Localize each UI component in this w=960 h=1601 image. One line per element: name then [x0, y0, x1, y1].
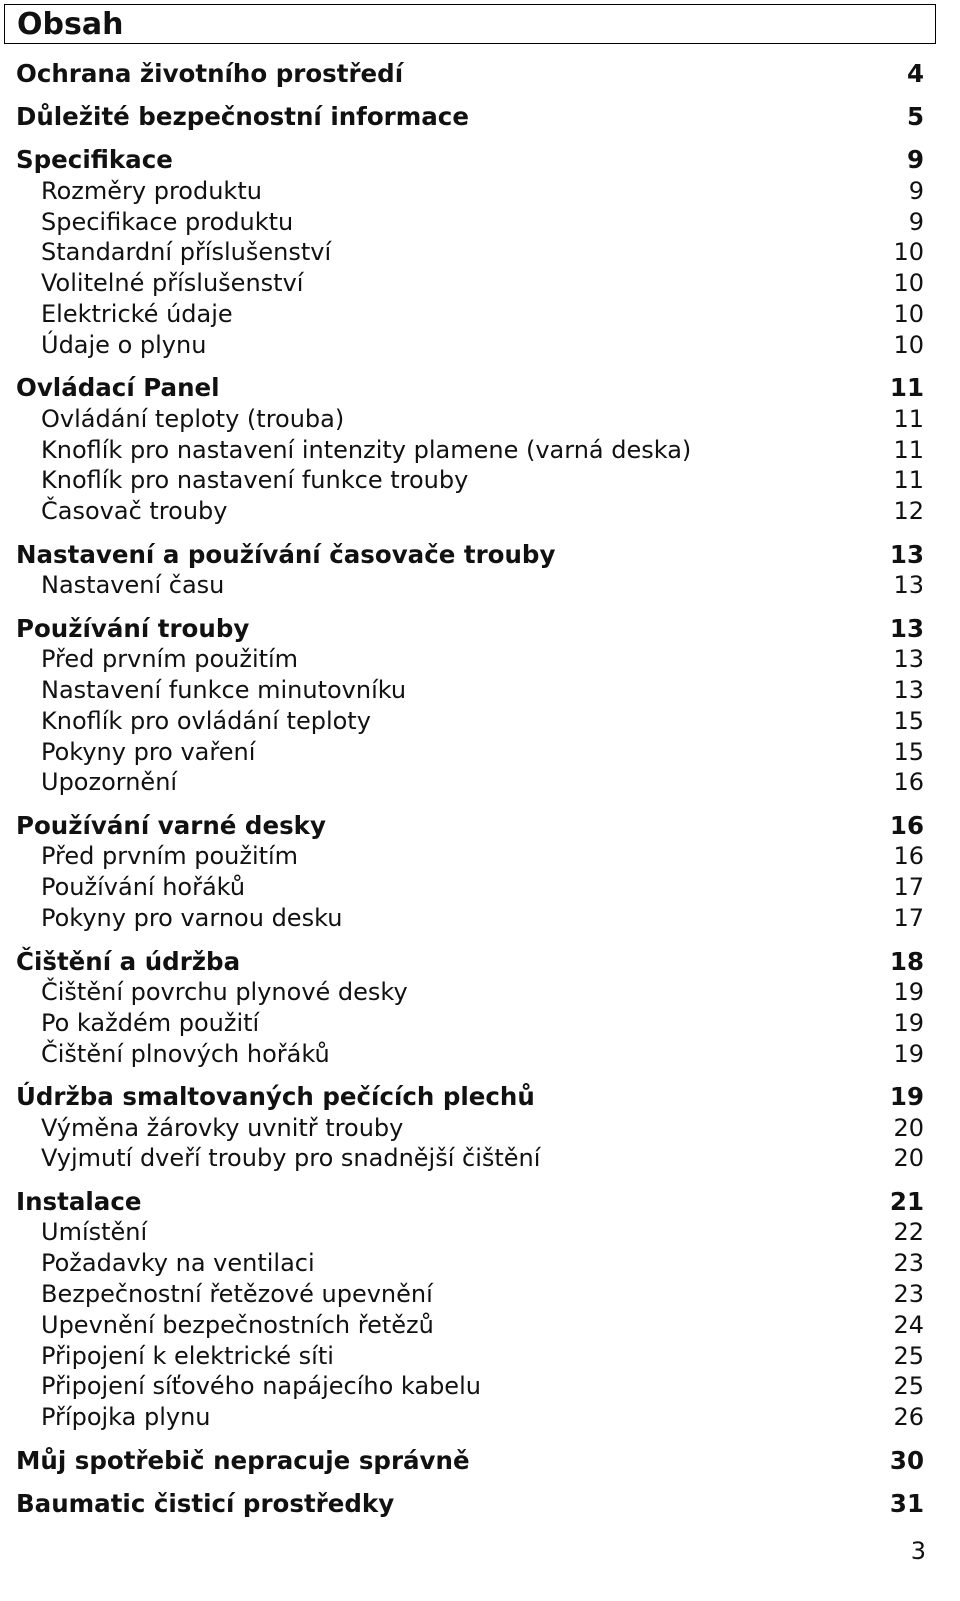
toc-subsection[interactable]: [16, 1371, 924, 1402]
toc-subsection[interactable]: [16, 736, 924, 767]
toc-subsection[interactable]: [16, 496, 924, 527]
toc-entry-label: Umístění: [41, 1218, 148, 1247]
toc-subsection[interactable]: [16, 268, 924, 299]
toc-entry-page: 19: [893, 977, 924, 1006]
toc-entry-page: 19: [893, 1039, 924, 1068]
toc-entry-label: Vyjmutí dveří trouby pro snadnější čištění: [41, 1144, 541, 1173]
toc-subsection[interactable]: [16, 329, 924, 360]
toc-subsection[interactable]: [16, 902, 924, 933]
toc-entry-label: Ochrana životního prostředí: [16, 59, 404, 88]
toc-entry-page: 23: [893, 1249, 924, 1278]
toc-entry-label: Přípojka plynu: [41, 1403, 211, 1432]
toc-subsection[interactable]: [16, 403, 924, 434]
toc-entry-label: Bezpečnostní řetězové upevnění: [41, 1279, 433, 1308]
toc-entry-page: 10: [893, 299, 924, 328]
toc-subsection[interactable]: [16, 175, 924, 206]
toc-subsection[interactable]: [16, 1038, 924, 1069]
toc-entry-label: Specifikace: [16, 145, 173, 175]
toc-subsection[interactable]: [16, 237, 924, 268]
toc-entry-page: 26: [893, 1403, 924, 1432]
toc-entry-label: Nastavení času: [41, 571, 225, 600]
toc-entry-page: 10: [893, 330, 924, 359]
toc-subsection[interactable]: [16, 872, 924, 903]
toc-entry-page: 11: [893, 466, 924, 495]
toc-entry-page: 25: [893, 1372, 924, 1401]
toc-section[interactable]: [16, 613, 924, 644]
toc-subsection[interactable]: [16, 674, 924, 705]
toc-subsection[interactable]: [16, 570, 924, 601]
toc-entry-page: 11: [893, 435, 924, 464]
toc-entry-label: Údržba smaltovaných pečících plechů: [16, 1082, 535, 1112]
toc-entry-page: 13: [889, 613, 924, 643]
toc-entry-page: 16: [893, 768, 924, 797]
toc-entry-label: Volitelné příslušenství: [41, 269, 304, 298]
toc-entry-label: Používání varné desky: [16, 811, 326, 840]
toc-entry-page: 16: [893, 842, 924, 871]
toc-entry-page: 23: [893, 1279, 924, 1308]
toc-entry-label: Baumatic čisticí prostředky: [16, 1489, 395, 1518]
toc-entry-page: 31: [889, 1489, 924, 1518]
toc-entry-label: Požadavky na ventilaci: [41, 1249, 315, 1278]
toc-subsection[interactable]: [16, 1402, 924, 1433]
toc-entry-label: Upevnění bezpečnostních řetězů: [41, 1310, 434, 1339]
toc-subsection[interactable]: [16, 1340, 924, 1371]
toc-subsection[interactable]: [16, 1217, 924, 1248]
toc-entry-page: 13: [893, 571, 924, 600]
page-number: 3: [910, 1537, 926, 1565]
toc-entry-label: Knoflík pro nastavení funkce trouby: [41, 466, 469, 495]
toc-entry-label: Elektrické údaje: [41, 299, 233, 328]
toc-subsection[interactable]: [16, 1278, 924, 1309]
toc-entry-page: 4: [906, 59, 924, 88]
toc-subsection[interactable]: [16, 1112, 924, 1143]
toc-entry-page: 17: [893, 873, 924, 902]
toc-entry-label: Rozměry produktu: [41, 176, 262, 205]
toc-subsection[interactable]: [16, 298, 924, 329]
toc-entry-page: 13: [893, 675, 924, 704]
toc-subsection[interactable]: [16, 206, 924, 237]
toc-entry-label: Před prvním použitím: [41, 645, 299, 674]
toc-section[interactable]: [16, 372, 924, 403]
toc-entry-page: 25: [893, 1341, 924, 1370]
toc-entry-page: 9: [908, 176, 924, 205]
toc-entry-page: 9: [908, 207, 924, 236]
toc-entry-label: Používání hořáků: [41, 873, 246, 902]
toc-entry-page: 11: [893, 404, 924, 433]
toc-section[interactable]: [16, 1488, 924, 1519]
toc-entry-page: 15: [893, 706, 924, 735]
toc-entry-label: Nastavení funkce minutovníku: [41, 675, 407, 704]
toc-entry-label: Časovač trouby: [41, 497, 228, 526]
toc-subsection[interactable]: [16, 1248, 924, 1279]
toc-entry-page: 12: [893, 497, 924, 526]
toc-entry-label: Používání trouby: [16, 613, 250, 643]
toc-subsection[interactable]: [16, 434, 924, 465]
toc-entry-label: Nastavení a používání časovače trouby: [16, 539, 556, 569]
toc-entry-page: 30: [889, 1445, 924, 1475]
toc-subsection[interactable]: [16, 644, 924, 675]
toc-entry-page: 20: [893, 1144, 924, 1173]
toc-section[interactable]: [16, 1186, 924, 1217]
toc-entry-page: 16: [889, 811, 924, 840]
toc-entry-label: Údaje o plynu: [41, 330, 207, 359]
toc-entry-page: 21: [889, 1187, 924, 1216]
toc-subsection[interactable]: [16, 767, 924, 798]
toc-entry-page: 13: [889, 539, 924, 569]
toc-section[interactable]: [16, 58, 924, 89]
toc-entry-label: Můj spotřebič nepracuje správně: [16, 1445, 470, 1475]
toc-subsection[interactable]: [16, 841, 924, 872]
toc-section[interactable]: [16, 810, 924, 841]
toc-section[interactable]: [16, 144, 924, 175]
toc-entry-label: Čištění povrchu plynové desky: [41, 977, 408, 1006]
toc-entry-page: 22: [893, 1218, 924, 1247]
toc-section[interactable]: [16, 946, 924, 977]
toc-subsection[interactable]: [16, 1309, 924, 1340]
toc-entry-label: Před prvním použitím: [41, 842, 299, 871]
toc-subsection[interactable]: [16, 1143, 924, 1174]
toc-entry-label: Knoflík pro nastavení intenzity plamene (varná deska): [41, 435, 692, 464]
toc-subsection[interactable]: [16, 1007, 924, 1038]
toc-entry-label: Čištění plnových hořáků: [41, 1039, 330, 1068]
toc-entry-label: Připojení k elektrické síti: [41, 1341, 334, 1370]
toc-entry-page: 19: [889, 1082, 924, 1112]
toc-entry-label: Čištění a údržba: [16, 946, 241, 976]
toc-subsection[interactable]: [16, 465, 924, 496]
toc-entry-page: 11: [889, 373, 924, 403]
toc-entry-page: 9: [906, 145, 924, 175]
toc-entry-label: Ovládací Panel: [16, 373, 220, 403]
toc-entry-page: 5: [906, 102, 924, 132]
toc-heading: Obsah: [4, 4, 936, 44]
toc-entry-label: Výměna žárovky uvnitř trouby: [41, 1113, 404, 1142]
toc-section[interactable]: [16, 539, 924, 570]
toc-entry-label: Pokyny pro varnou desku: [41, 903, 343, 932]
toc-subsection[interactable]: [16, 705, 924, 736]
toc-entry-label: Upozornění: [41, 768, 178, 797]
toc-entry-label: Specifikace produktu: [41, 207, 294, 236]
toc-entry-label: Pokyny pro vaření: [41, 737, 256, 766]
toc-entry-page: 18: [889, 946, 924, 976]
toc-entry-label: Standardní příslušenství: [41, 238, 332, 267]
toc-entry-label: Po každém použití: [41, 1008, 260, 1037]
toc-entry-label: Důležité bezpečnostní informace: [16, 102, 469, 132]
toc-entry-page: 19: [893, 1008, 924, 1037]
toc-entry-page: 10: [893, 269, 924, 298]
toc-entry-label: Připojení síťového napájecího kabelu: [41, 1372, 481, 1401]
toc-entry-page: 10: [893, 238, 924, 267]
toc-entry-page: 15: [893, 737, 924, 766]
toc-entry-label: Ovládání teploty (trouba): [41, 404, 345, 433]
toc-entry-page: 20: [893, 1113, 924, 1142]
toc-section[interactable]: [16, 101, 924, 132]
toc-entry-page: 24: [893, 1310, 924, 1339]
toc-subsection[interactable]: [16, 976, 924, 1007]
toc-entry-page: 13: [893, 645, 924, 674]
toc-entry-label: Instalace: [16, 1187, 142, 1216]
toc-section[interactable]: [16, 1081, 924, 1112]
toc-entry-page: 17: [893, 903, 924, 932]
toc-entry-label: Knoflík pro ovládání teploty: [41, 706, 371, 735]
toc-section[interactable]: [16, 1445, 924, 1476]
